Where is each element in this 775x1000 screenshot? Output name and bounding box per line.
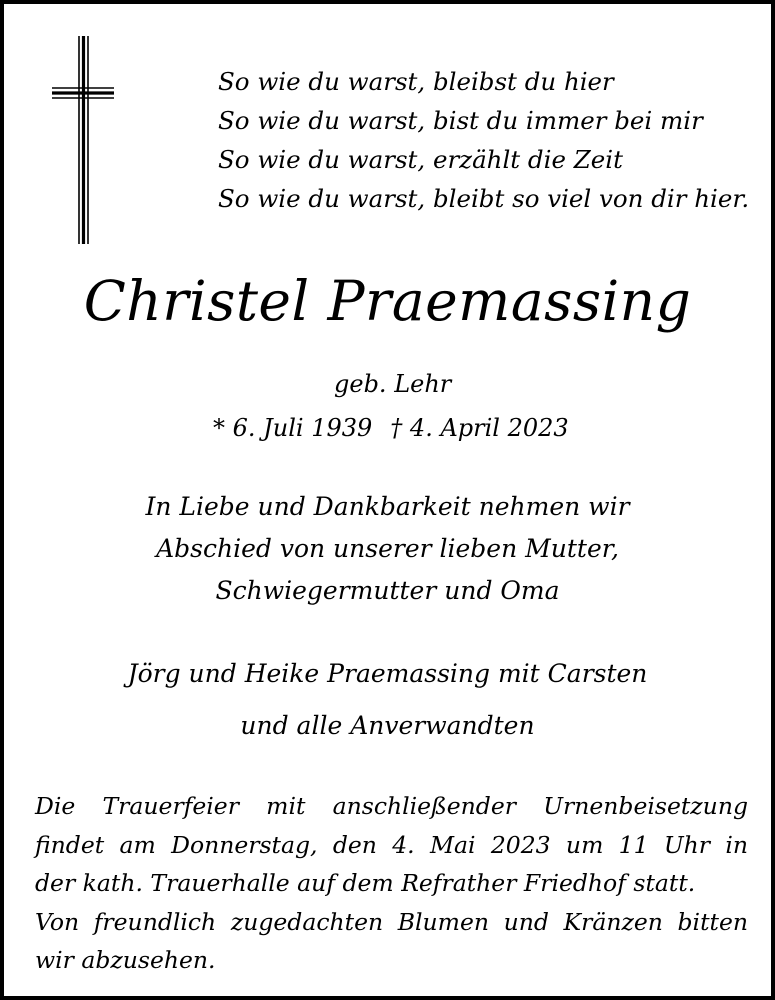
funeral-notice <box>35 787 748 980</box>
born-name: geb. Lehr <box>334 370 452 398</box>
birth-date: * 6. Juli 1939 <box>213 414 373 442</box>
poem-line: So wie du warst, erzählt die Zeit <box>218 145 623 174</box>
life-dates <box>213 412 569 444</box>
notice-line: der kath. Trauerhalle auf dem Refrather Friedhof statt. <box>35 869 696 897</box>
mourners-line: und alle Anverwandten <box>240 711 535 740</box>
poem-line: So wie du warst, bist du immer bei mir <box>218 106 703 135</box>
notice-line: wir abzusehen. <box>35 946 216 974</box>
cross-icon <box>52 36 114 244</box>
farewell-line: Schwiegermutter und Oma <box>215 576 560 605</box>
farewell-line: In Liebe und Dankbarkeit nehmen wir <box>145 492 630 521</box>
poem-line: So wie du warst, bleibst du hier <box>218 67 614 96</box>
death-date: † 4. April 2023 <box>390 414 569 442</box>
farewell-text <box>4 486 771 612</box>
notice-line: findet am Donnerstag, den 4. Mai 2023 um 11 Uhr in <box>35 830 748 859</box>
poem-line: So wie du warst, bleibt so viel von dir hier. <box>218 184 750 213</box>
mourners-list <box>4 648 771 752</box>
mourners-line: Jörg und Heike Praemassing mit Carsten <box>127 659 648 688</box>
deceased-name: Christel Praemassing <box>83 269 692 333</box>
notice-line: Die Trauerfeier mit anschließender Urnenbeisetzung <box>35 792 748 820</box>
farewell-line: Abschied von unserer lieben Mutter, <box>156 534 619 563</box>
notice-line: Von freundlich zugedachten Blumen und Kränzen bitten <box>35 907 748 936</box>
poem-verse <box>218 62 749 218</box>
